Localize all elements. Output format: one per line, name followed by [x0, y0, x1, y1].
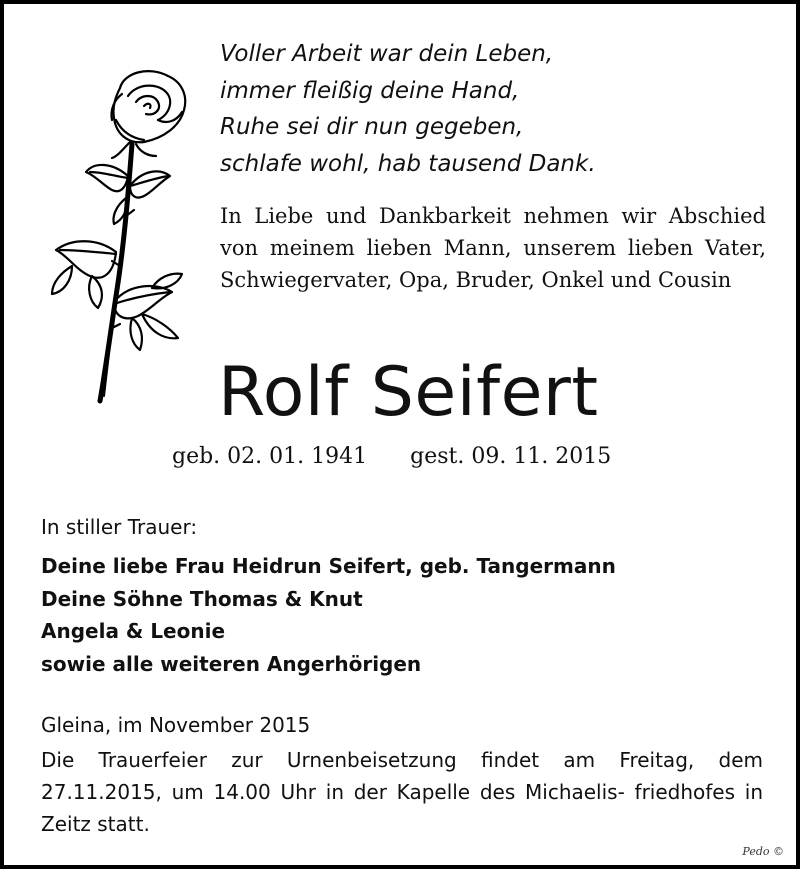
poem-line: Ruhe sei dir nun gegeben, [220, 114, 524, 140]
credit-mark: Pedo © [742, 845, 784, 858]
place-date: Gleina, im November 2015 [41, 713, 311, 737]
life-dates [172, 440, 611, 474]
poem [220, 36, 596, 182]
farewell-text: In Liebe und Dankbarkeit nehmen wir Abschied von meinem lieben Mann, unserem lieben Vater, Schwiegervater, Opa, Bruder, Onkel und Cousin [220, 204, 766, 292]
mourner-line: Deine liebe Frau Heidrun Seifert, geb. Tangermann [41, 554, 616, 578]
poem-line: Voller Arbeit war dein Leben, [220, 41, 554, 67]
death-date: gest. 09. 11. 2015 [410, 444, 612, 469]
mourners-list [41, 550, 616, 680]
funeral-service-info: Die Trauerfeier zur Urnenbeisetzung findet am Freitag, dem 27.11.2015, um 14.00 Uhr in der Kapelle des Michaelis- friedhofes in Zeitz statt. [41, 748, 763, 836]
birth-date: geb. 02. 01. 1941 [172, 444, 368, 469]
mourner-line: Angela & Leonie [41, 619, 226, 643]
poem-line: schlafe wohl, hab tausend Dank. [220, 150, 596, 177]
mourning-label: In stiller Trauer: [41, 515, 198, 539]
poem-line: immer fleißig deine Hand, [220, 77, 520, 104]
deceased-name: Rolf Seifert [218, 353, 599, 432]
mourner-line: Deine Söhne Thomas & Knut [41, 586, 363, 611]
rose-icon [32, 66, 202, 416]
mourner-line: sowie alle weiteren Angerhörigen [41, 651, 422, 676]
